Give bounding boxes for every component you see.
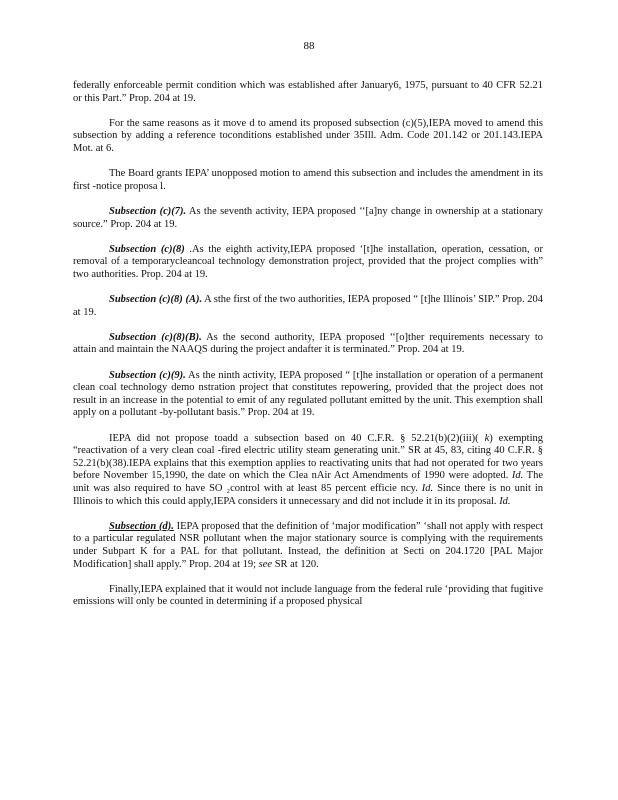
page-number: 88 <box>303 40 315 52</box>
paragraph-text: IEPA did not propose toadd a subsection based on 40 C.F.R. § 52.21(b)(2)(iii)( <box>109 432 485 444</box>
subsection-heading: Subsection (c)(8) <box>109 243 185 255</box>
paragraph-p1 <box>73 80 543 105</box>
paragraph-text: As the seventh activity, IEPA proposed ‘‘[a]ny change in ownership at a stationary source.” Prop. 204 at 19. <box>73 205 543 230</box>
paragraph-p7 <box>73 332 543 357</box>
citation-signal: see <box>258 558 273 570</box>
paragraph-text: Since there is no unit in Illinois to which this could apply,IEPA considers it unnecessary and did not include it in its proposal. <box>73 483 543 507</box>
citation-signal: Id. <box>421 483 434 494</box>
subsection-heading: Subsection (c)(9). <box>109 369 186 381</box>
subsection-heading: Subsection (c)(7). <box>109 205 187 217</box>
paragraph-p8 <box>73 370 543 420</box>
citation-signal: Id. <box>499 495 511 507</box>
paragraph-p6 <box>73 294 543 319</box>
paragraph-text: As the ninth activity, IEPA proposed “ [t]he installation or operation of a permanent clean coal technology demo nstration project that constitutes repowering, provided that the project does not result in an increase in the potential to emit of any regulated pollutant emitted by the unit. This exemption shall apply on a pollutant -by-pollutant basis.” Prop. 204 at 19. <box>73 369 543 419</box>
document-body <box>73 80 543 622</box>
paragraph-text: As the second authority, IEPA proposed ‘‘[o]ther requirements necessary to attain and maintain the NAAQS during the project andafter it is terminated.” Prop. 204 at 19. <box>73 331 544 356</box>
paragraph-p10 <box>73 521 543 571</box>
paragraph-text: For the same reasons as it move d to amend its proposed subsection (c)(5),IEPA moved to amend this subsection by adding a reference toconditions established under 35Ill. Adm. Code 201.142 or 201.143.IEPA Mot. at 6. <box>73 117 543 154</box>
subsection-heading: Subsection (d). <box>109 520 174 532</box>
citation-signal: Id. <box>511 470 524 482</box>
paragraph-text: IEPA proposed that the definition of ‘major modification” ‘shall not apply with respect to a particular regulated NSR pollutant when the major stationary source is complying with the requirements under Subpart K for a PAL for that pollutant. Instead, the definition at Secti on 204.1720 [PAL Major Modification] shall apply.” Prop. 204 at 19; <box>73 520 543 570</box>
subsection-heading: Subsection (c)(8)(B). <box>109 331 202 343</box>
paragraph-text: Finally,IEPA explained that it would not include language from the federal rule ‘providing that fugitive emissions will only be counted in determining if a proposed physical <box>73 583 543 608</box>
paragraph-p4 <box>73 206 543 231</box>
paragraph-text: A sthe first of the two authorities, IEPA proposed “ [t]he Illinois’ SIP.” Prop. 204 at 19. <box>73 294 544 318</box>
paragraph-p2 <box>73 118 543 156</box>
paragraph-text: .As the eighth activity,IEPA proposed ‘[t]he installation, operation, cessation, or removal of a temporarycleancoal technology demonstration project, provided that the project complies with” two authorities. Prop. 204 at 19. <box>73 243 543 280</box>
paragraph-p9 <box>73 433 543 509</box>
paragraph-p5 <box>73 244 543 282</box>
paragraph-p11 <box>73 584 543 609</box>
paragraph-text: The Board grants IEPA’ unopposed motion to amend this subsection and includes the amendment in its first -notice proposa l. <box>73 168 543 192</box>
paragraph-text: SR at 120. <box>272 558 319 570</box>
paragraph-text: federally enforceable permit condition which was established after January6, 1975, pursuant to 40 CFR 52.21 or this Part.” Prop. 204 at 19. <box>73 80 543 104</box>
paragraph-p3 <box>73 168 543 193</box>
subsection-heading: Subsection (c)(8) (A). <box>109 294 203 306</box>
paragraph-text: ) exempting “reactivation of a very clean coal -fired electric utility steam generating unit.” SR at 45, 83, citing 40 C.F.R. § 52.21(b)(38).IEPA explains that this exemption applies to reactivating units that had not operated for two years before November 15,1990, the date on which the Clea nAir Act Amendments of 1990 were adopted. <box>73 432 543 482</box>
citation-signal: k <box>484 432 490 444</box>
paragraph-text: The unit was also required to have SO ₂control with at least 85 percent efficie ncy. <box>73 470 543 494</box>
